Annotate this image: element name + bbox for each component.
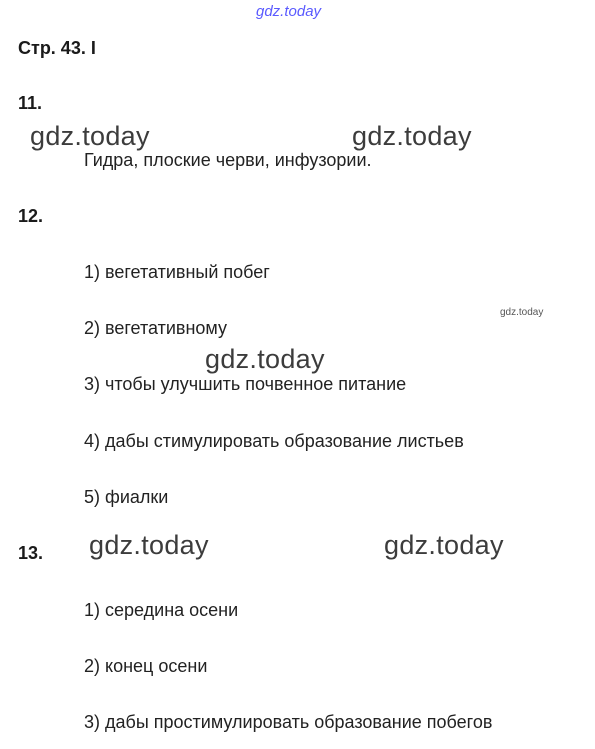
watermark-top: gdz.today xyxy=(256,3,322,20)
answer-item: 2) конец осени xyxy=(84,656,208,676)
watermark: gdz.today xyxy=(205,344,325,374)
page-title: Стр. 43. I xyxy=(18,38,96,58)
section-number: 12. xyxy=(18,206,44,226)
watermark-small: gdz.today xyxy=(500,307,544,318)
watermark: gdz.today xyxy=(89,530,209,560)
answer-item: 2) вегетативному xyxy=(84,318,228,338)
answer-item: 1) вегетативный побег xyxy=(84,262,270,282)
watermark: gdz.today xyxy=(384,530,504,560)
answer-item: 1) середина осени xyxy=(84,600,239,620)
answer-text: Гидра, плоские черви, инфузории. xyxy=(84,150,372,170)
answer-item: 3) чтобы улучшить почвенное питание xyxy=(84,374,407,394)
section-number: 13. xyxy=(18,543,44,563)
watermark: gdz.today xyxy=(352,121,472,151)
answer-item: 5) фиалки xyxy=(84,487,169,507)
section-number: 11. xyxy=(18,93,43,113)
answer-item: 3) дабы простимулировать образование побегов xyxy=(84,712,493,732)
answer-item: 4) дабы стимулировать образование листьев xyxy=(84,431,464,451)
watermark: gdz.today xyxy=(30,121,150,151)
